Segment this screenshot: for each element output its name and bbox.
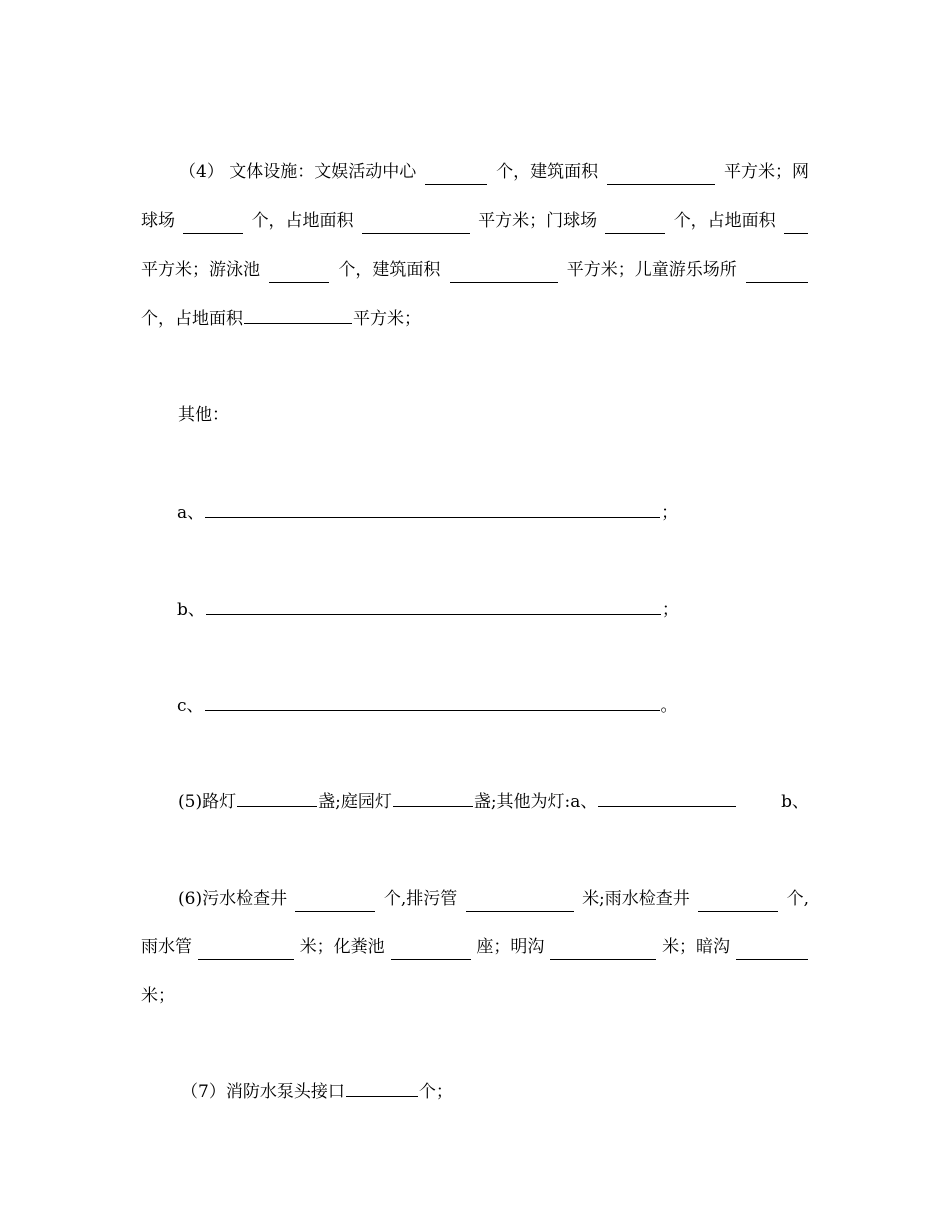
- text-segment: 座；明沟: [476, 937, 545, 957]
- text-segment: 个，占地面积: [673, 211, 776, 231]
- text-segment: 平方米；游泳池: [141, 260, 260, 280]
- playground-area-blank[interactable]: [244, 306, 352, 324]
- text-segment: b、: [781, 792, 809, 812]
- section-4-line-2: [141, 208, 809, 234]
- section-4-line-4: [141, 306, 809, 332]
- text-segment: 个,: [786, 889, 809, 909]
- text-segment: 个，建筑面积: [496, 162, 599, 182]
- pool-count-blank[interactable]: [269, 265, 329, 283]
- other-item-a: [177, 500, 845, 526]
- item-label: c、: [177, 696, 204, 716]
- garden-light-count-blank[interactable]: [393, 789, 473, 807]
- item-end: 。: [660, 696, 678, 716]
- text-segment: 平方米；: [353, 309, 421, 329]
- other-b-blank[interactable]: [206, 597, 661, 615]
- text-segment: 个，占地面积: [251, 211, 354, 231]
- septic-tank-count-blank[interactable]: [391, 942, 471, 960]
- open-ditch-length-blank[interactable]: [550, 942, 656, 960]
- item-label: b、: [177, 600, 205, 620]
- text-segment: 盏;庭园灯: [318, 792, 392, 812]
- other-a-blank[interactable]: [205, 500, 660, 518]
- section-7-line: [181, 1079, 809, 1105]
- rain-well-count-blank[interactable]: [698, 894, 778, 912]
- playground-count-blank[interactable]: [746, 265, 808, 283]
- text-segment: 个,排污管: [383, 889, 458, 909]
- sewage-well-count-blank[interactable]: [295, 894, 375, 912]
- section-6-line-2: [141, 934, 809, 960]
- text-segment: (6)污水检查井: [178, 889, 288, 909]
- item-label: a、: [177, 503, 205, 523]
- text-segment: 米；化粪池: [299, 937, 385, 957]
- gateball-area-blank[interactable]: [784, 216, 808, 234]
- other-item-c: [177, 693, 845, 719]
- text-segment: 平方米；儿童游乐场所: [566, 260, 737, 280]
- section-4-line-3: [141, 257, 809, 283]
- section-5-line: [178, 789, 809, 815]
- sewage-pipe-length-blank[interactable]: [466, 894, 574, 912]
- activity-center-area-blank[interactable]: [607, 167, 715, 185]
- text-segment: 米;雨水检查井: [582, 889, 690, 909]
- other-c-blank[interactable]: [205, 693, 660, 711]
- activity-center-count-blank[interactable]: [425, 167, 487, 185]
- text-segment: 个，建筑面积: [338, 260, 441, 280]
- text-segment: 平方米；门球场: [478, 211, 598, 231]
- street-light-count-blank[interactable]: [237, 789, 317, 807]
- other-heading: 其他：: [178, 405, 229, 425]
- gateball-count-blank[interactable]: [605, 216, 665, 234]
- covered-ditch-length-blank[interactable]: [736, 942, 808, 960]
- text-segment: 个，占地面积: [141, 309, 243, 329]
- section-4-facilities-label: （4） 文体设施：文娱活动中心: [179, 162, 417, 182]
- item-end: ；: [661, 503, 679, 523]
- section-6-line-3: 米；: [141, 986, 175, 1006]
- section-4-line-1: [141, 159, 809, 185]
- section-6-line-1: [178, 886, 809, 912]
- text-segment: (5)路灯: [178, 792, 237, 812]
- text-segment: 个；: [418, 1082, 453, 1102]
- pool-area-blank[interactable]: [450, 265, 558, 283]
- text-segment: 盏;其他为灯:a、: [473, 792, 598, 812]
- tennis-court-count-blank[interactable]: [183, 216, 243, 234]
- text-segment: 平方米；网: [723, 162, 809, 182]
- text-segment: 球场: [141, 211, 175, 231]
- rain-pipe-length-blank[interactable]: [198, 942, 294, 960]
- text-segment: 米；暗沟: [662, 937, 731, 957]
- other-item-b: [177, 597, 845, 623]
- text-segment: （7）消防水泵头接口: [181, 1082, 345, 1102]
- tennis-court-area-blank[interactable]: [362, 216, 470, 234]
- other-light-a-blank[interactable]: [598, 789, 736, 807]
- text-segment: 雨水管: [141, 937, 192, 957]
- fire-pump-connector-count-blank[interactable]: [346, 1079, 418, 1097]
- item-end: ；: [661, 600, 679, 620]
